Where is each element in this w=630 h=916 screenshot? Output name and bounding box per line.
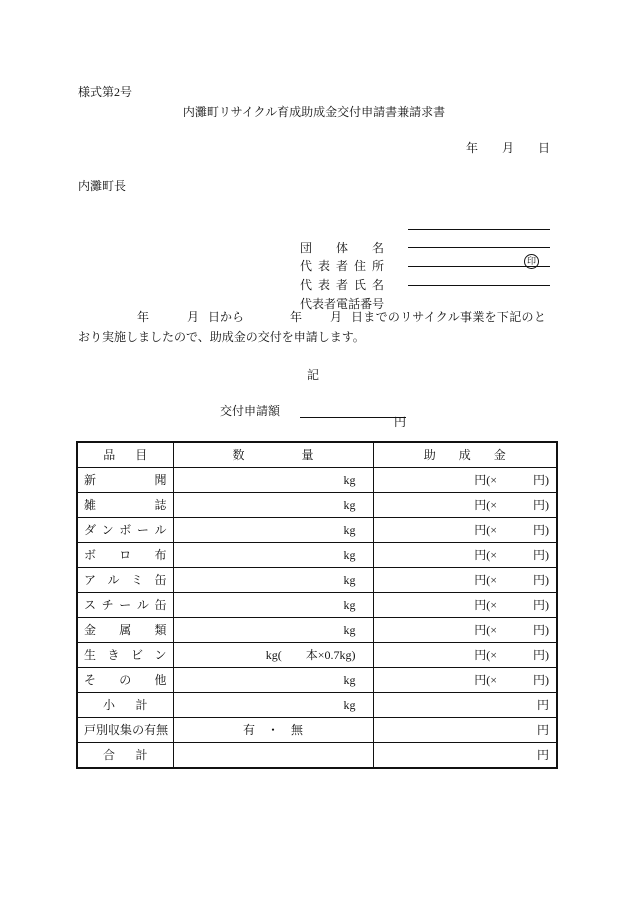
item-cell: [77, 743, 173, 769]
table-row-door-to-door-collection: [77, 718, 557, 743]
label-char: ル: [107, 573, 120, 587]
statement-from-day: 日から: [208, 310, 245, 324]
form-title: 内灘町リサイクル育成助成金交付申請書兼請求書: [182, 105, 446, 119]
subsidy-value: 円(× 円): [474, 548, 549, 562]
table-row-steel-cans: [77, 593, 557, 618]
date-day-label: 日: [537, 141, 550, 155]
label-char: 者: [335, 278, 348, 292]
quantity-cell: [173, 493, 373, 518]
quantity-cell: [173, 693, 373, 718]
quantity-cell: [173, 593, 373, 618]
phone-label: [300, 298, 384, 310]
label-char: 集: [120, 723, 133, 737]
subsidy-cell: [373, 543, 557, 568]
item-label: [78, 749, 173, 761]
quantity-cell: [173, 518, 373, 543]
label-char: 者: [324, 297, 337, 311]
quantity-cell: [173, 718, 373, 743]
item-label: [78, 574, 173, 586]
label-char: 代: [300, 297, 313, 311]
item-cell: [77, 618, 173, 643]
subsidy-value: 円(× 円): [474, 623, 549, 637]
address-blank-line: [408, 247, 550, 248]
label-char: ー: [119, 598, 132, 612]
label-char: 数: [232, 448, 245, 462]
statement-line1-rest: 日までのリサイクル事業を下記のと: [351, 310, 547, 324]
subsidy-cell: [373, 618, 557, 643]
label-char: 誌: [154, 498, 167, 512]
label-char: 戸: [84, 723, 97, 737]
item-label: [78, 724, 173, 736]
label-char: き: [107, 648, 120, 662]
label-char: ダ: [84, 523, 97, 537]
applicant-row-group-name: [300, 218, 550, 255]
statement-line2: おり実施しましたので、助成金の交付を申請します。: [78, 330, 365, 344]
label-char: ボ: [119, 523, 132, 537]
header-subsidy-cell: [373, 442, 557, 468]
quantity-value: kg( 本×0.7kg): [265, 648, 356, 662]
quantity-value: kg: [343, 623, 356, 637]
item-cell: [77, 693, 173, 718]
item-cell: [77, 718, 173, 743]
table-row-other: [77, 668, 557, 693]
item-label: [78, 699, 173, 711]
label-char: 助: [423, 448, 436, 462]
label-char: 金: [84, 623, 97, 637]
item-label: [78, 649, 173, 661]
quantity-value: kg: [343, 673, 356, 687]
item-label: [78, 674, 173, 686]
group-name-blank-line: [408, 229, 550, 230]
item-label: [78, 599, 173, 611]
label-char: 号: [372, 297, 385, 311]
quantity-value: kg: [343, 698, 356, 712]
label-char: 他: [154, 673, 167, 687]
table-header-row: [77, 442, 557, 468]
item-label: [78, 624, 173, 636]
subsidy-value: 円(× 円): [474, 573, 549, 587]
label-char: 属: [119, 623, 132, 637]
label-char: 氏: [353, 278, 366, 292]
table-row-metals: [77, 618, 557, 643]
header-quantity-cell: [173, 442, 373, 468]
seal-mark: 印: [524, 254, 539, 269]
table-row-newspaper: [77, 468, 557, 493]
date-month-label: 月: [501, 141, 514, 155]
label-char: ビ: [130, 648, 143, 662]
table-row-magazines: [77, 493, 557, 518]
label-char: 金: [493, 448, 506, 462]
label-char: ア: [84, 573, 97, 587]
label-char: ミ: [130, 573, 143, 587]
quantity-cell: [173, 468, 373, 493]
label-char: 目: [135, 448, 148, 462]
label-char: 体: [335, 241, 348, 255]
item-cell: [77, 643, 173, 668]
table-row-subtotal: [77, 693, 557, 718]
item-label: [78, 474, 173, 486]
header-item-label: [103, 449, 147, 461]
statement-from-month: 月: [187, 310, 200, 324]
subsidy-cell: [373, 718, 557, 743]
label-char: 有: [144, 723, 157, 737]
date-line: [466, 142, 550, 154]
recycling-items-table: [76, 441, 558, 769]
phone-blank-line: [408, 285, 550, 286]
quantity-cell: [173, 618, 373, 643]
subsidy-cell: [373, 743, 557, 769]
subsidy-cell: [373, 493, 557, 518]
label-char: 新: [84, 473, 97, 487]
date-year-label: 年: [466, 141, 479, 155]
label-char: 類: [154, 623, 167, 637]
label-char: 電: [336, 297, 349, 311]
quantity-value: kg: [343, 523, 356, 537]
quantity-cell: [173, 643, 373, 668]
label-char: 量: [301, 448, 314, 462]
form-number: 様式第2号: [78, 85, 133, 99]
subsidy-cell: [373, 568, 557, 593]
header-quantity-label: [233, 449, 314, 461]
label-char: ン: [101, 523, 114, 537]
label-char: ス: [84, 598, 97, 612]
label-char: 住: [353, 259, 366, 273]
label-char: 表: [317, 278, 330, 292]
statement-to-year: 年: [290, 310, 303, 324]
item-cell: [77, 568, 173, 593]
item-label: [78, 499, 173, 511]
label-char: 別: [96, 723, 109, 737]
subsidy-value: 円(× 円): [474, 498, 549, 512]
label-char: 番: [360, 297, 373, 311]
applicant-row-phone: [300, 274, 550, 311]
label-char: 代: [300, 259, 313, 273]
subsidy-cell: [373, 518, 557, 543]
quantity-value: kg: [343, 598, 356, 612]
quantity-cell: [173, 743, 373, 769]
item-cell: [77, 468, 173, 493]
applicant-row-name: [300, 255, 550, 292]
table-row-aluminum-cans: [77, 568, 557, 593]
table-row-total: [77, 743, 557, 769]
item-label: [78, 549, 173, 561]
subsidy-cell: [373, 468, 557, 493]
subsidy-value: 円: [536, 723, 549, 737]
item-label: [78, 524, 173, 536]
request-amount-blank: [300, 404, 406, 429]
label-char: 布: [154, 548, 167, 562]
request-amount-unit: 円: [393, 415, 406, 429]
subsidy-cell: [373, 643, 557, 668]
subsidy-value: 円(× 円): [474, 598, 549, 612]
subsidy-value: 円: [536, 748, 549, 762]
table-row-rags: [77, 543, 557, 568]
label-char: チ: [101, 598, 114, 612]
label-char: ー: [136, 523, 149, 537]
label-char: 生: [84, 648, 97, 662]
quantity-cell: [173, 568, 373, 593]
request-amount-label: 交付申請額: [220, 404, 281, 418]
label-char: ロ: [119, 548, 132, 562]
label-char: 計: [135, 698, 148, 712]
label-char: 名: [371, 241, 384, 255]
label-char: 者: [335, 259, 348, 273]
subsidy-value: 円(× 円): [474, 673, 549, 687]
applicant-row-address: [300, 236, 550, 273]
statement-from-year: 年: [137, 310, 150, 324]
item-cell: [77, 518, 173, 543]
subsidy-value: 円(× 円): [474, 473, 549, 487]
quantity-value: kg: [343, 548, 356, 562]
subsidy-value: 円(× 円): [474, 648, 549, 662]
item-cell: [77, 593, 173, 618]
label-char: 計: [135, 748, 148, 762]
quantity-cell: [173, 543, 373, 568]
label-char: の: [132, 723, 145, 737]
subsidy-cell: [373, 693, 557, 718]
subsidy-cell: [373, 668, 557, 693]
label-char: 成: [458, 448, 471, 462]
label-char: 名: [371, 278, 384, 292]
label-char: ル: [154, 523, 167, 537]
header-item-cell: [77, 442, 173, 468]
label-char: 話: [348, 297, 361, 311]
subsidy-value: 円: [536, 698, 549, 712]
quantity-cell: [173, 668, 373, 693]
quantity-value: kg: [343, 473, 356, 487]
item-cell: [77, 543, 173, 568]
collection-yes-no-value: 有 ・ 無: [242, 723, 303, 737]
label-char: 缶: [154, 598, 167, 612]
label-char: 聞: [154, 473, 167, 487]
label-char: ン: [154, 648, 167, 662]
label-char: 表: [312, 297, 325, 311]
label-char: ボ: [84, 548, 97, 562]
note-heading: 記: [307, 368, 320, 382]
item-cell: [77, 668, 173, 693]
quantity-value: kg: [343, 498, 356, 512]
label-char: 雑: [84, 498, 97, 512]
table-row-returnable-bottles: [77, 643, 557, 668]
label-char: 小: [103, 698, 116, 712]
item-cell: [77, 493, 173, 518]
label-char: の: [119, 673, 132, 687]
label-char: 代: [300, 278, 313, 292]
addressee: 内灘町長: [78, 179, 127, 193]
label-char: 団: [300, 241, 313, 255]
header-subsidy-label: [424, 449, 506, 461]
quantity-value: kg: [343, 573, 356, 587]
statement-to-month: 月: [330, 310, 343, 324]
label-char: 缶: [154, 573, 167, 587]
label-char: 合: [103, 748, 116, 762]
label-char: ル: [136, 598, 149, 612]
label-char: そ: [84, 673, 97, 687]
subsidy-cell: [373, 593, 557, 618]
label-char: 品: [103, 448, 116, 462]
label-char: 所: [371, 259, 384, 273]
label-char: 表: [317, 259, 330, 273]
label-char: 無: [156, 723, 169, 737]
label-char: 収: [108, 723, 121, 737]
table-row-cardboard: [77, 518, 557, 543]
subsidy-value: 円(× 円): [474, 523, 549, 537]
